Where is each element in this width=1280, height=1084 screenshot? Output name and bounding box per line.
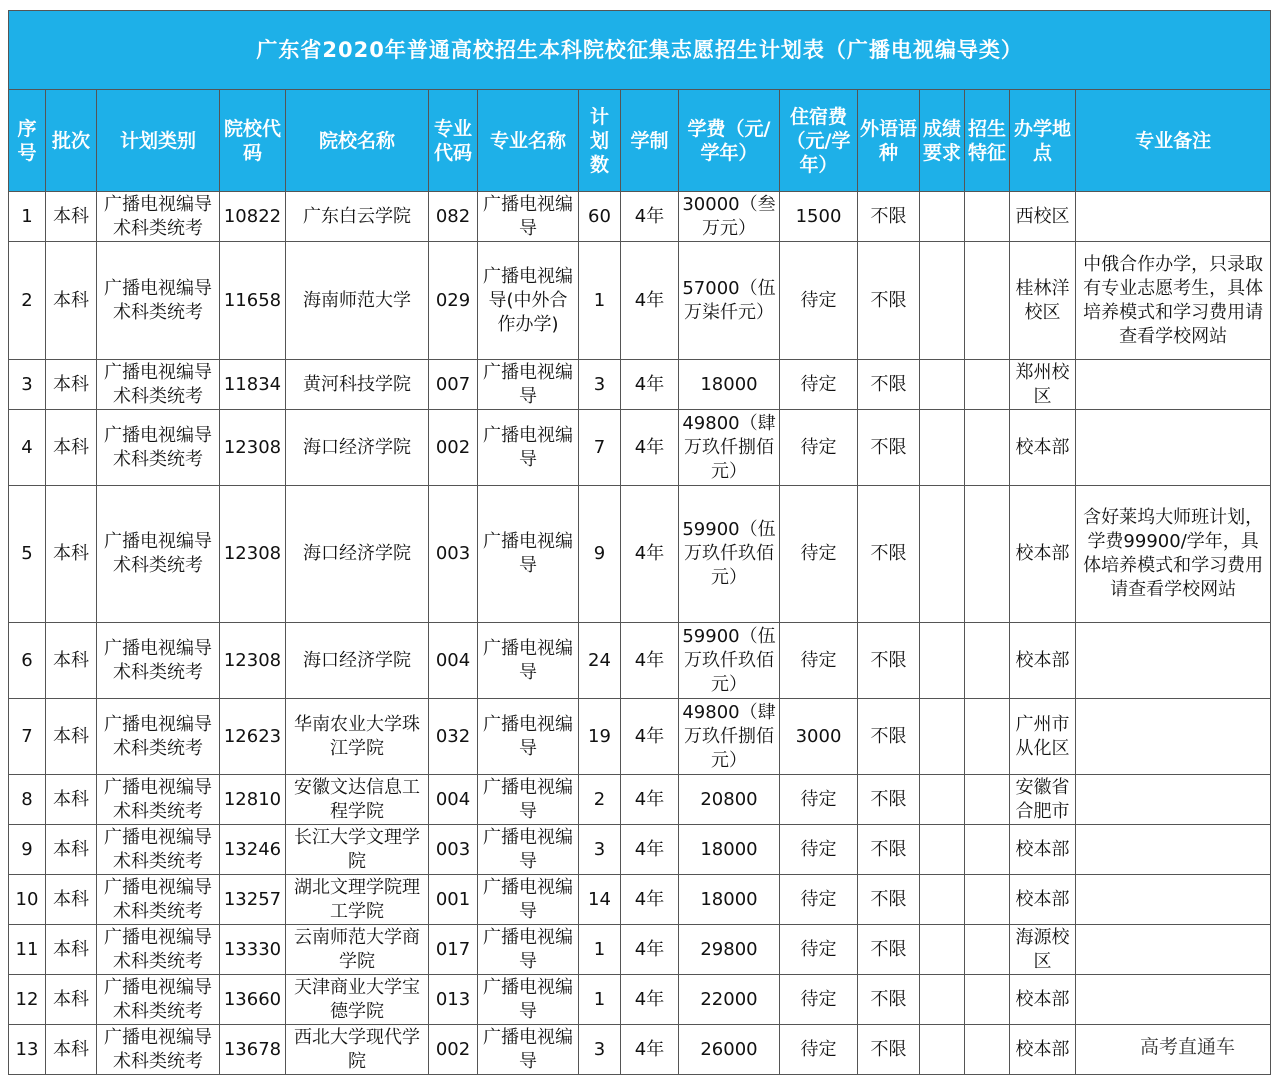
cell-major-name: 广播电视编导 [478,925,579,975]
cell-campus: 校本部 [1010,486,1076,623]
cell-major-name: 广播电视编导 [478,360,579,410]
cell-admission-feature [965,875,1010,925]
cell-lodging: 待定 [780,360,858,410]
cell-batch: 本科 [46,410,97,486]
cell-language: 不限 [858,410,920,486]
cell-plan-type: 广播电视编导术科类统考 [97,486,220,623]
cell-school-code: 10822 [220,192,286,242]
header-seq: 序号 [9,90,46,192]
cell-remarks [1076,360,1271,410]
cell-school-code: 13330 [220,925,286,975]
table-row [9,242,1271,360]
cell-plan-count: 19 [579,699,621,775]
cell-plan-type: 广播电视编导术科类统考 [97,192,220,242]
cell-admission-feature [965,699,1010,775]
cell-major-name: 广播电视编导 [478,699,579,775]
cell-school-name: 黄河科技学院 [286,360,429,410]
cell-language: 不限 [858,775,920,825]
cell-campus: 校本部 [1010,623,1076,699]
cell-seq: 6 [9,623,46,699]
cell-seq: 11 [9,925,46,975]
cell-seq: 8 [9,775,46,825]
table-row [9,486,1271,623]
cell-duration: 4年 [621,875,679,925]
cell-duration: 4年 [621,825,679,875]
cell-campus: 桂林洋校区 [1010,242,1076,360]
cell-school-name: 湖北文理学院理工学院 [286,875,429,925]
cell-lodging: 3000 [780,699,858,775]
cell-admission-feature [965,360,1010,410]
cell-plan-type: 广播电视编导术科类统考 [97,410,220,486]
cell-tuition: 18000 [679,825,780,875]
cell-lodging: 待定 [780,875,858,925]
cell-major-name: 广播电视编导 [478,775,579,825]
cell-school-name: 海口经济学院 [286,623,429,699]
cell-admission-feature [965,825,1010,875]
cell-school-code: 13246 [220,825,286,875]
cell-school-code: 11834 [220,360,286,410]
cell-lodging: 待定 [780,486,858,623]
header-plan-type: 计划类别 [97,90,220,192]
cell-plan-count: 3 [579,825,621,875]
cell-campus: 安徽省合肥市 [1010,775,1076,825]
cell-tuition: 22000 [679,975,780,1025]
cell-school-name: 海南师范大学 [286,242,429,360]
table-row [9,410,1271,486]
cell-batch: 本科 [46,825,97,875]
cell-duration: 4年 [621,925,679,975]
admission-plan-table [8,10,1271,1075]
cell-plan-type: 广播电视编导术科类统考 [97,699,220,775]
cell-major-code: 003 [429,486,478,623]
cell-major-code: 004 [429,623,478,699]
cell-remarks [1076,875,1271,925]
cell-school-code: 13678 [220,1025,286,1075]
cell-campus: 校本部 [1010,410,1076,486]
cell-remarks [1076,192,1271,242]
cell-plan-type: 广播电视编导术科类统考 [97,875,220,925]
cell-score-req [920,975,965,1025]
cell-batch: 本科 [46,486,97,623]
table-title: 广东省2020年普通高校招生本科院校征集志愿招生计划表（广播电视编导类） [9,11,1271,90]
cell-plan-count: 1 [579,975,621,1025]
cell-language: 不限 [858,975,920,1025]
cell-plan-count: 60 [579,192,621,242]
cell-campus: 广州市从化区 [1010,699,1076,775]
cell-school-code: 12623 [220,699,286,775]
cell-score-req [920,825,965,875]
cell-seq: 10 [9,875,46,925]
cell-language: 不限 [858,360,920,410]
cell-batch: 本科 [46,242,97,360]
cell-plan-count: 1 [579,242,621,360]
cell-major-name: 广播电视编导 [478,975,579,1025]
cell-batch: 本科 [46,975,97,1025]
cell-batch: 本科 [46,192,97,242]
cell-duration: 4年 [621,1025,679,1075]
cell-duration: 4年 [621,486,679,623]
cell-school-name: 长江大学文理学院 [286,825,429,875]
cell-campus: 校本部 [1010,1025,1076,1075]
cell-remarks [1076,775,1271,825]
cell-score-req [920,1025,965,1075]
cell-tuition: 18000 [679,360,780,410]
cell-major-code: 007 [429,360,478,410]
cell-major-code: 002 [429,410,478,486]
header-tuition: 学费（元/学年） [679,90,780,192]
cell-seq: 1 [9,192,46,242]
cell-school-code: 13257 [220,875,286,925]
cell-campus: 西校区 [1010,192,1076,242]
cell-plan-type: 广播电视编导术科类统考 [97,242,220,360]
cell-tuition: 29800 [679,925,780,975]
cell-plan-type: 广播电视编导术科类统考 [97,360,220,410]
cell-score-req [920,360,965,410]
cell-tuition: 49800（肆万玖仟捌佰元） [679,410,780,486]
table-row [9,875,1271,925]
cell-language: 不限 [858,486,920,623]
table-row [9,975,1271,1025]
cell-plan-count: 1 [579,925,621,975]
cell-school-name: 海口经济学院 [286,410,429,486]
cell-score-req [920,242,965,360]
cell-language: 不限 [858,192,920,242]
cell-seq: 4 [9,410,46,486]
cell-plan-count: 3 [579,360,621,410]
cell-admission-feature [965,410,1010,486]
cell-school-name: 广东白云学院 [286,192,429,242]
cell-language: 不限 [858,242,920,360]
table-row [9,360,1271,410]
cell-language: 不限 [858,699,920,775]
table-row [9,825,1271,875]
cell-school-name: 安徽文达信息工程学院 [286,775,429,825]
cell-tuition: 26000 [679,1025,780,1075]
table-row [9,623,1271,699]
cell-language: 不限 [858,1025,920,1075]
header-admission-feature: 招生特征 [965,90,1010,192]
cell-campus: 校本部 [1010,875,1076,925]
cell-seq: 12 [9,975,46,1025]
cell-major-name: 广播电视编导(中外合作办学) [478,242,579,360]
header-major-code: 专业代码 [429,90,478,192]
header-campus: 办学地点 [1010,90,1076,192]
cell-major-code: 001 [429,875,478,925]
table-row [9,775,1271,825]
cell-plan-type: 广播电视编导术科类统考 [97,975,220,1025]
cell-tuition: 59900（伍万玖仟玖佰元） [679,486,780,623]
cell-admission-feature [965,486,1010,623]
cell-school-name: 海口经济学院 [286,486,429,623]
cell-remarks [1076,925,1271,975]
cell-tuition: 49800（肆万玖仟捌佰元） [679,699,780,775]
cell-tuition: 57000（伍万柒仟元） [679,242,780,360]
cell-duration: 4年 [621,699,679,775]
cell-school-code: 12308 [220,623,286,699]
header-row [9,90,1271,192]
cell-tuition: 59900（伍万玖仟玖佰元） [679,623,780,699]
cell-remarks [1076,975,1271,1025]
table-row [9,192,1271,242]
header-duration: 学制 [621,90,679,192]
cell-duration: 4年 [621,410,679,486]
cell-lodging: 待定 [780,623,858,699]
cell-language: 不限 [858,825,920,875]
cell-seq: 7 [9,699,46,775]
cell-plan-type: 广播电视编导术科类统考 [97,925,220,975]
cell-school-name: 云南师范大学商学院 [286,925,429,975]
cell-batch: 本科 [46,925,97,975]
cell-major-name: 广播电视编导 [478,1025,579,1075]
cell-major-code: 032 [429,699,478,775]
cell-remarks [1076,825,1271,875]
cell-major-name: 广播电视编导 [478,486,579,623]
cell-plan-count: 2 [579,775,621,825]
cell-duration: 4年 [621,360,679,410]
cell-score-req [920,410,965,486]
cell-remarks: 中俄合作办学，只录取有专业志愿考生，具体培养模式和学习费用请查看学校网站 [1076,242,1271,360]
cell-major-code: 002 [429,1025,478,1075]
cell-major-name: 广播电视编导 [478,825,579,875]
watermark-text: 高考直通车 [1140,1036,1236,1058]
header-major-name: 专业名称 [478,90,579,192]
cell-major-code: 003 [429,825,478,875]
header-school-code: 院校代码 [220,90,286,192]
admission-plan-table-wrapper [8,10,1270,1075]
cell-major-code: 029 [429,242,478,360]
cell-lodging: 待定 [780,1025,858,1075]
cell-remarks [1076,410,1271,486]
cell-tuition: 30000（叁万元） [679,192,780,242]
cell-campus: 校本部 [1010,825,1076,875]
cell-admission-feature [965,925,1010,975]
cell-lodging: 待定 [780,825,858,875]
cell-remarks [1076,623,1271,699]
cell-language: 不限 [858,875,920,925]
cell-admission-feature [965,975,1010,1025]
cell-school-name: 天津商业大学宝德学院 [286,975,429,1025]
table-row [9,925,1271,975]
header-lodging: 住宿费（元/学年） [780,90,858,192]
cell-batch: 本科 [46,775,97,825]
cell-batch: 本科 [46,360,97,410]
cell-tuition: 20800 [679,775,780,825]
cell-duration: 4年 [621,775,679,825]
cell-lodging: 待定 [780,925,858,975]
cell-seq: 5 [9,486,46,623]
cell-language: 不限 [858,925,920,975]
cell-school-code: 13660 [220,975,286,1025]
cell-major-code: 004 [429,775,478,825]
cell-plan-count: 24 [579,623,621,699]
table-row [9,699,1271,775]
cell-duration: 4年 [621,623,679,699]
cell-plan-count: 14 [579,875,621,925]
cell-plan-type: 广播电视编导术科类统考 [97,775,220,825]
cell-remarks [1076,699,1271,775]
cell-lodging: 待定 [780,975,858,1025]
cell-school-name: 华南农业大学珠江学院 [286,699,429,775]
cell-plan-type: 广播电视编导术科类统考 [97,1025,220,1075]
cell-score-req [920,486,965,623]
cell-plan-type: 广播电视编导术科类统考 [97,623,220,699]
cell-major-code: 013 [429,975,478,1025]
cell-seq: 3 [9,360,46,410]
cell-lodging: 待定 [780,775,858,825]
header-batch: 批次 [46,90,97,192]
cell-admission-feature [965,623,1010,699]
cell-seq: 2 [9,242,46,360]
cell-plan-count: 7 [579,410,621,486]
cell-duration: 4年 [621,192,679,242]
cell-major-code: 017 [429,925,478,975]
cell-lodging: 1500 [780,192,858,242]
cell-score-req [920,623,965,699]
cell-campus: 郑州校区 [1010,360,1076,410]
cell-major-name: 广播电视编导 [478,192,579,242]
header-remarks: 专业备注 [1076,90,1271,192]
cell-duration: 4年 [621,242,679,360]
cell-seq: 13 [9,1025,46,1075]
header-language: 外语语种 [858,90,920,192]
cell-school-code: 12810 [220,775,286,825]
cell-score-req [920,192,965,242]
cell-school-name: 西北大学现代学院 [286,1025,429,1075]
cell-plan-count: 9 [579,486,621,623]
cell-lodging: 待定 [780,242,858,360]
cell-major-name: 广播电视编导 [478,410,579,486]
cell-school-code: 11658 [220,242,286,360]
cell-lodging: 待定 [780,410,858,486]
cell-score-req [920,875,965,925]
cell-campus: 校本部 [1010,975,1076,1025]
cell-language: 不限 [858,623,920,699]
cell-batch: 本科 [46,1025,97,1075]
cell-campus: 海源校区 [1010,925,1076,975]
cell-tuition: 18000 [679,875,780,925]
cell-plan-type: 广播电视编导术科类统考 [97,825,220,875]
cell-major-code: 082 [429,192,478,242]
cell-duration: 4年 [621,975,679,1025]
cell-seq: 9 [9,825,46,875]
header-plan-count: 计划数 [579,90,621,192]
table-row [9,1025,1271,1075]
header-score-req: 成绩要求 [920,90,965,192]
cell-score-req [920,775,965,825]
cell-batch: 本科 [46,623,97,699]
cell-score-req [920,699,965,775]
cell-remarks: 含好莱坞大师班计划，学费99900/学年，具体培养模式和学习费用请查看学校网站 [1076,486,1271,623]
cell-admission-feature [965,242,1010,360]
cell-admission-feature [965,775,1010,825]
cell-admission-feature [965,1025,1010,1075]
header-school-name: 院校名称 [286,90,429,192]
cell-major-name: 广播电视编导 [478,623,579,699]
cell-admission-feature [965,192,1010,242]
cell-school-code: 12308 [220,410,286,486]
cell-batch: 本科 [46,875,97,925]
cell-score-req [920,925,965,975]
cell-batch: 本科 [46,699,97,775]
cell-plan-count: 3 [579,1025,621,1075]
cell-school-code: 12308 [220,486,286,623]
cell-major-name: 广播电视编导 [478,875,579,925]
